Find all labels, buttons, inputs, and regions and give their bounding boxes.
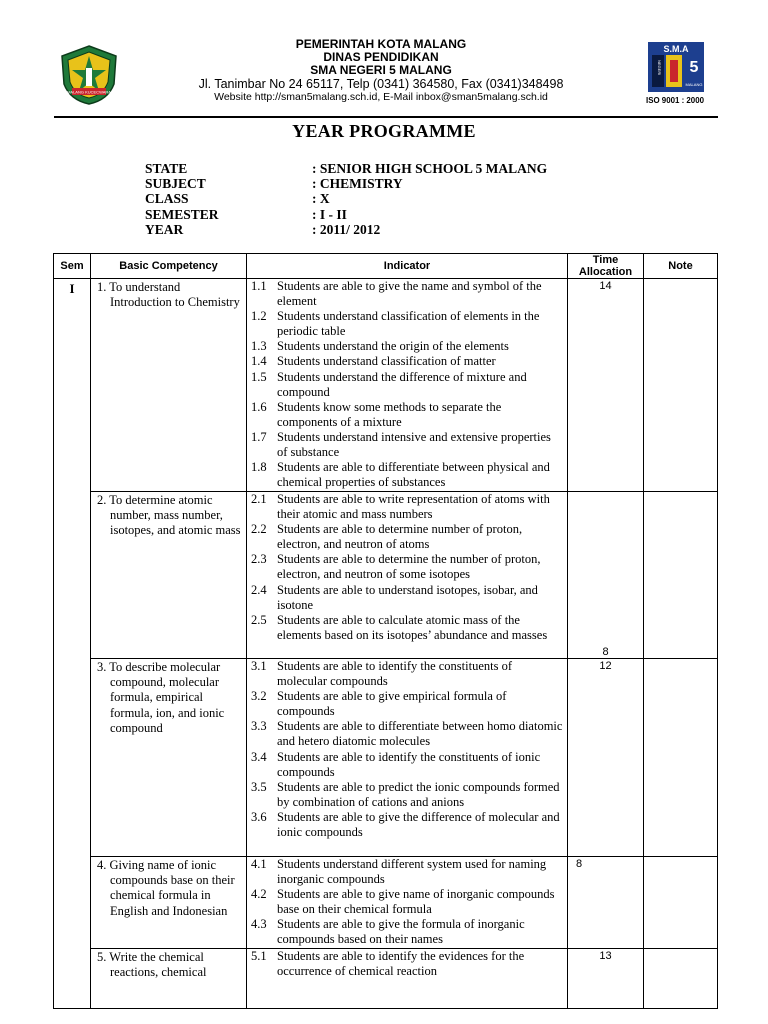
- header-time-allocation: Time Allocation: [568, 254, 644, 279]
- meta-row-semester: [145, 207, 547, 222]
- indicator-item: [251, 583, 563, 613]
- competency-text: 3. To describe molecular compound, molecular formula, empirical formula, ion, and ionic compound: [97, 660, 225, 735]
- iso-certification-text: ISO 9001 : 2000: [646, 95, 705, 105]
- indicator-cell: [247, 659, 568, 857]
- indicator-text: Students are able to determine the number of proton, electron, and neutron of some isotopes: [277, 552, 541, 582]
- indicator-text: Students are able to determine number of proton, electron, and neutron of atoms: [277, 522, 523, 552]
- indicator-text: Students are able to give the name and symbol of the element: [277, 279, 542, 309]
- indicator-item: [251, 719, 563, 749]
- note-cell: [644, 279, 718, 492]
- indicator-number: 1.4: [251, 354, 267, 369]
- logo-malang-text: MALANG: [685, 82, 703, 87]
- table-row: [54, 948, 718, 1008]
- meta-value: : CHEMISTRY: [312, 176, 403, 192]
- indicator-text: Students are able to give the formula of inorganic compounds based on their names: [277, 917, 525, 947]
- time-cell: [568, 492, 644, 659]
- meta-row-state: [145, 161, 547, 176]
- meta-value: : SENIOR HIGH SCHOOL 5 MALANG: [312, 161, 548, 176]
- header-note: Note: [644, 254, 718, 279]
- logo-negeri-text: NEGERI: [657, 60, 662, 76]
- indicator-number: 3.3: [251, 719, 267, 734]
- school-name: SMA NEGERI 5 MALANG: [310, 63, 452, 77]
- gov-name: PEMERINTAH KOTA MALANG: [295, 37, 467, 51]
- indicator-item: [251, 370, 563, 400]
- indicator-item: [251, 492, 563, 522]
- meta-key: SUBJECT: [145, 176, 206, 192]
- school-website-email: Website http://sman5malang.sch.id, E-Mail inbox@sman5malang.sch.id: [214, 91, 548, 103]
- indicator-number: 3.6: [251, 809, 267, 824]
- indicator-number: 1.7: [251, 429, 267, 444]
- table-row: [54, 492, 718, 659]
- competency-text: 1. To understand Introduction to Chemistry: [97, 280, 240, 310]
- indicator-number: 1.6: [251, 399, 267, 414]
- header-divider: [54, 116, 718, 118]
- indicator-item: [251, 279, 563, 309]
- indicator-item: [251, 460, 563, 490]
- indicator-text: Students are able to give name of inorganic compounds base on their chemical formula: [277, 887, 555, 917]
- meta-row-subject: [145, 176, 547, 191]
- competency-cell: [91, 279, 247, 492]
- time-value: 14: [599, 280, 612, 292]
- header-basic-competency: Basic Competency: [91, 254, 247, 279]
- indicator-number: 4.3: [251, 917, 267, 932]
- time-value: 8: [576, 858, 583, 870]
- emblem-ribbon-text: MALANG KUCECWARA: [67, 89, 111, 95]
- table-row: [54, 279, 718, 492]
- indicator-cell: [247, 492, 568, 659]
- meta-key: YEAR: [145, 221, 184, 237]
- indicator-text: Students are able to identify the constituents of ionic compounds: [277, 749, 541, 779]
- competency-cell: [91, 492, 247, 659]
- indicator-text: Students are able to differentiate between physical and chemical properties of substances: [277, 460, 550, 490]
- time-cell: [568, 279, 644, 492]
- year-programme-table: [53, 253, 718, 1009]
- time-cell: [568, 659, 644, 857]
- indicator-item: [251, 309, 563, 339]
- note-cell: [644, 659, 718, 857]
- indicator-number: 1.3: [251, 339, 267, 354]
- competency-text: 4. Giving name of ionic compounds base on their chemical formula in English and Indonesian: [97, 858, 235, 918]
- indicator-number: 1.8: [251, 460, 267, 475]
- document-meta: [145, 161, 547, 237]
- competency-cell: [91, 857, 247, 949]
- indicator-text: Students are able to write representation of atoms with their atomic and mass numbers: [277, 492, 550, 522]
- indicator-item: [251, 857, 563, 887]
- indicator-cell: [247, 279, 568, 492]
- indicator-number: 2.3: [251, 552, 267, 567]
- department-name: DINAS PENDIDIKAN: [323, 50, 439, 64]
- time-value: 13: [599, 949, 612, 962]
- meta-key: CLASS: [145, 191, 189, 207]
- time-cell: [568, 857, 644, 949]
- indicator-number: 2.1: [251, 492, 267, 506]
- table-header-row: [54, 254, 718, 279]
- indicator-number: 1.1: [251, 279, 267, 293]
- competency-text: 2. To determine atomic number, mass number, isotopes, and atomic mass: [97, 493, 241, 538]
- indicator-text: Students understand classification of elements in the periodic table: [277, 309, 540, 339]
- indicator-text: Students are able to calculate atomic mass of the elements based on its isotopes’ abundance and masses: [277, 612, 548, 642]
- indicator-number: 5.1: [251, 948, 267, 963]
- indicator-item: [251, 522, 563, 552]
- indicator-item: [251, 400, 563, 430]
- indicator-text: Students are able to identify the evidences for the occurrence of chemical reaction: [277, 948, 525, 978]
- competency-text: 5. Write the chemical reactions, chemical: [97, 949, 207, 979]
- indicator-text: Students know some methods to separate the components of a mixture: [277, 399, 502, 429]
- indicator-item: [251, 780, 563, 810]
- table-row: [54, 857, 718, 949]
- indicator-number: 1.5: [251, 369, 267, 384]
- indicator-item: [251, 339, 563, 354]
- indicator-number: 3.2: [251, 689, 267, 704]
- competency-cell: [91, 659, 247, 857]
- note-cell: [644, 857, 718, 949]
- semester-cell: I: [54, 279, 91, 1009]
- indicator-cell: [247, 857, 568, 949]
- indicator-text: Students are able to give the difference of molecular and ionic compounds: [277, 809, 560, 840]
- sma5-school-logo: [644, 40, 706, 106]
- note-cell: [644, 948, 718, 1008]
- time-value: 12: [599, 660, 612, 672]
- indicator-number: 2.4: [251, 582, 267, 597]
- meta-value: : X: [312, 191, 330, 207]
- indicator-item: [251, 354, 563, 369]
- competency-cell: [91, 948, 247, 1008]
- indicator-item: [251, 552, 563, 582]
- school-address: Jl. Tanimbar No 24 65117, Telp (0341) 364580, Fax (0341)348498: [198, 77, 564, 91]
- indicator-text: Students are able to differentiate between homo diatomic and hetero diatomic molecules: [277, 719, 563, 749]
- indicator-cell: [247, 948, 568, 1008]
- indicator-item: [251, 750, 563, 780]
- indicator-item: [251, 887, 563, 917]
- indicator-text: Students understand different system used for naming inorganic compounds: [277, 857, 547, 887]
- time-cell: [568, 948, 644, 1008]
- meta-value: : 2011/ 2012: [312, 221, 381, 237]
- indicator-text: Students understand intensive and extensive properties of substance: [277, 429, 551, 460]
- document-title: YEAR PROGRAMME: [292, 121, 476, 141]
- indicator-item: [251, 689, 563, 719]
- indicator-text: Students are able to identify the constituents of molecular compounds: [277, 659, 513, 689]
- meta-row-class: [145, 191, 547, 206]
- indicator-item: [251, 949, 563, 979]
- indicator-number: 4.1: [251, 857, 267, 871]
- logo-sma-text: S.M.A: [663, 44, 689, 54]
- indicator-text: Students understand the origin of the elements: [277, 339, 509, 354]
- indicator-number: 1.2: [251, 309, 267, 324]
- indicator-item: [251, 810, 563, 840]
- indicator-number: 2.5: [251, 612, 267, 627]
- indicator-number: 3.1: [251, 659, 267, 673]
- table-row: [54, 659, 718, 857]
- indicator-item: [251, 917, 563, 947]
- indicator-item: [251, 659, 563, 689]
- indicator-text: Students are able to predict the ionic compounds formed by combination of cations and anions: [277, 779, 560, 809]
- header-indicator: Indicator: [247, 254, 568, 279]
- meta-row-year: [145, 222, 547, 237]
- indicator-number: 3.5: [251, 779, 267, 794]
- indicator-text: Students understand classification of matter: [277, 354, 496, 369]
- meta-key: SEMESTER: [145, 206, 219, 222]
- meta-value: : I - II: [312, 206, 347, 222]
- indicator-item: [251, 613, 563, 643]
- indicator-number: 3.4: [251, 749, 267, 764]
- malang-city-emblem-logo: [58, 44, 120, 106]
- indicator-number: 2.2: [251, 522, 267, 537]
- indicator-text: Students understand the difference of mixture and compound: [277, 369, 527, 399]
- time-value: 8: [602, 646, 609, 658]
- indicator-item: [251, 430, 563, 460]
- logo-number-text: 5: [689, 59, 699, 76]
- indicator-text: Students are able to understand isotopes, isobar, and isotone: [277, 582, 538, 612]
- letterhead: [150, 38, 612, 104]
- header-sem: Sem: [54, 254, 91, 279]
- indicator-text: Students are able to give empirical formula of compounds: [277, 689, 507, 719]
- indicator-number: 4.2: [251, 887, 267, 902]
- meta-key: STATE: [145, 161, 188, 176]
- note-cell: [644, 492, 718, 659]
